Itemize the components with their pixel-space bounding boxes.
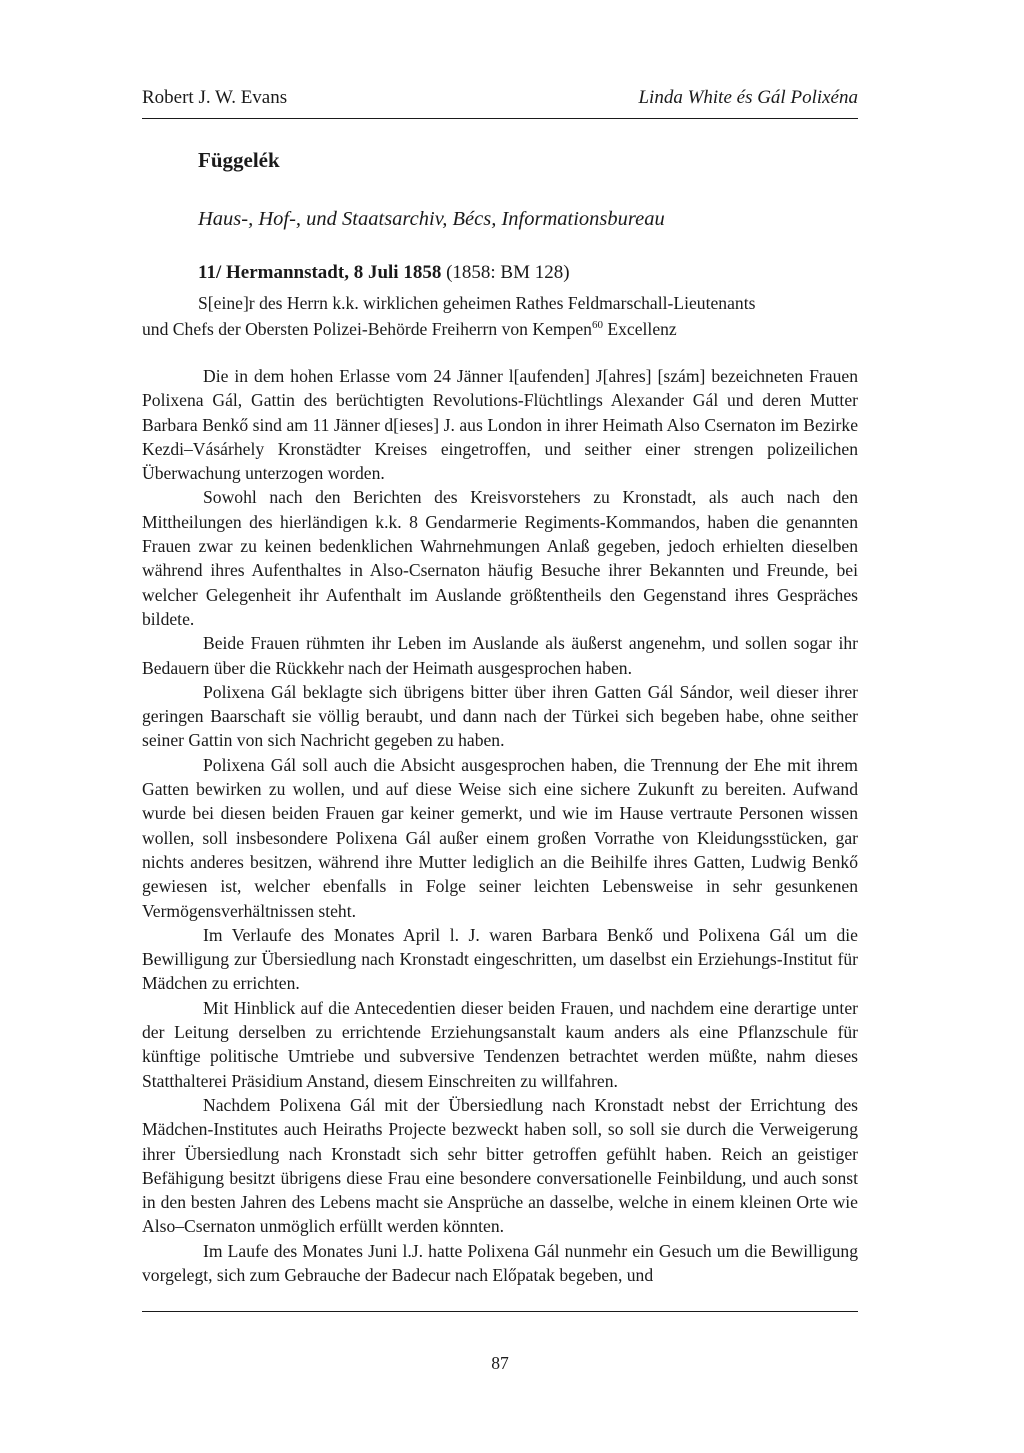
paragraph: Im Laufe des Monates Juni l.J. hatte Polixena Gál nunmehr ein Gesuch um die Bewilligung vorgelegt, sich zum Gebrauche der Badecur nach Előpatak begeben, und [142,1240,858,1285]
running-head [142,86,858,110]
paragraph: Beide Frauen rühmten ihr Leben im Auslande als äußerst angenehm, und sollen sogar ihr Bedauern über die Rückkehr nach der Heimath ausgesprochen haben. [142,633,858,678]
running-head-title: Linda White és Gál Polixéna [638,87,858,108]
address-block [142,291,858,342]
address-line-2-text: und Chefs der Obersten Polizei-Behörde Freiherrn von Kempen [142,318,592,339]
page [142,0,858,1453]
document-reference: (1858: BM 128) [446,262,570,283]
paragraph: Polixena Gál beklagte sich übrigens bitter über ihren Gatten Gál Sándor, weil dieser ihrer geringen Baarschaft sie völlig beraubt, und dann nach der Türkei sich begeben habe, ohne seither seiner Gattin von sich Nachricht gegeben zu haben. [142,681,858,751]
page-number: 87 [491,1353,509,1373]
heading-block [198,147,858,285]
header-rule [142,118,858,119]
address-line-1: S[eine]r des Herrn k.k. wirklichen geheimen Rathes Feldmarschall-Lieutenants [198,293,756,313]
document-heading [198,261,858,285]
footnote-reference: 60 [591,318,603,331]
address-line-2-end: Excellenz [602,318,677,339]
section-title: Függelék [198,148,280,172]
paragraph: Polixena Gál soll auch die Absicht ausgesprochen haben, die Trennung der Ehe mit ihrem Gatten bewirken zu wollen, und auf diese Weise sich eine sichere Zukunft zu bereiten. Aufwand wurde bei diesen beiden Frauen gar keiner gemerkt, und wie im Hause vertraute Personen wissen wollen, soll insbesondere Polixena Gál außer einem großen Vorrathe von Kleidungsstücken, gar nichts anderes besitzen, während ihre Mutter lediglich an die Beihilfe ihres Gatten, Ludwig Benkő gewiesen ist, welcher ebenfalls in Folge seiner leichten Lebensweise in sehr gesunkenen Vermögensverhältnissen steht. [142,754,858,921]
paragraph: Mit Hinblick auf die Antecedentien dieser beiden Frauen, und nachdem eine derartige unter der Leitung derselben zu errichtende Erziehungsanstalt kaum anders als eine Pflanzschule für künftige politische Umtriebe und subversive Tendenzen betrachtet werden müßte, nahm dieses Statthalterei Präsidium Anstand, diesem Einschreiten zu willfahren. [142,997,858,1091]
footer-rule [142,1311,858,1312]
document-number-place-date: 11/ Hermannstadt, 8 Juli 1858 [198,262,442,283]
running-head-author: Robert J. W. Evans [142,87,288,108]
archive-source: Haus-, Hof-, und Staatsarchiv, Bécs, Informationsbureau [198,208,665,230]
paragraph: Nachdem Polixena Gál mit der Übersiedlung nach Kronstadt nebst der Errichtung des Mädchen-Institutes auch Heiraths Projecte bezweckt haben soll, so soll sie durch die Verweigerung ihrer Übersiedlung nach Kronstadt sich sehr bitter getroffen gefühlt haben. Reich an geistiger Befähigung besitzt übrigens diese Frau eine besondere conversationelle Feinbildung, und auch sonst in den besten Jahren des Lebens macht sie Ansprüche an dasselbe, welche in einem kleinen Orte wie Also–Csernaton unmöglich erfüllt werden könnten. [142,1094,858,1237]
paragraph: Die in dem hohen Erlasse vom 24 Jänner l[aufenden] J[ahres] [szám] bezeichneten Frauen Polixena Gál, Gattin des berüchtigten Revolutions-Flüchtlings Alexander Gál und deren Mutter Barbara Benkő sind am 11 Jänner d[ieses] J. aus London in ihrer Heimath Also Csernaton im Bezirke Kezdi–Vásárhely Kronstädter Kreises eingetroffen, und seither einer strengen polizeilichen Überwachung unterzogen worden. [142,366,858,484]
paragraph: Im Verlaufe des Monates April l. J. waren Barbara Benkő und Polixena Gál um die Bewilligung zur Übersiedlung nach Kronstadt eingeschritten, um daselbst ein Erziehungs-Institut für Mädchen zu errichten. [142,924,858,994]
body-text [142,364,858,1287]
address-line-2 [142,317,858,343]
paragraph: Sowohl nach den Berichten des Kreisvorstehers zu Kronstadt, als auch nach den Mittheilungen des hierländigen k.k. 8 Gendarmerie Regiments-Kommandos, haben die genannten Frauen zwar zu keinen bedenklichen Wahrnehmungen Anlaß gegeben, jedoch erhielten dieselben während ihres Aufenthaltes in Also-Csernaton häufig Besuche ihrer Bekannten und Freunde, bei welcher Gelegenheit ihr Aufenthalt im Auslande größtentheils den Gegenstand ihres Gespräches bildete. [142,487,858,629]
